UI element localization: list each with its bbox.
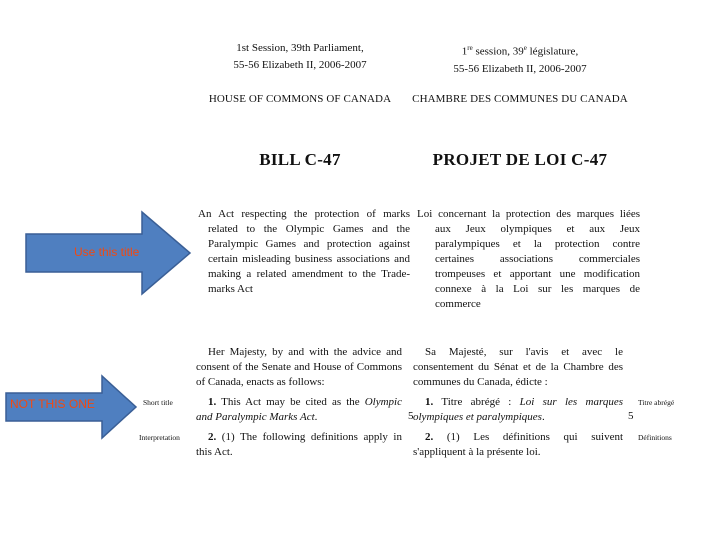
fr-house: CHAMBRE DES COMMUNES DU CANADA (412, 93, 628, 105)
fr-session-line1: 1re session, 39e législature, (461, 44, 579, 58)
fr-enacting-clause: Sa Majesté, sur l'avis et avec le consentement du Sénat et de la Chambre des communes du Canada, édicte : (413, 346, 623, 388)
en-session-block (200, 40, 400, 74)
fr-clause-2-number: 2. (425, 431, 434, 443)
en-session-line1: 1st Session, 39th Parliament, (236, 42, 364, 54)
en-session-line2: 55-56 Elizabeth II, 2006-2007 (233, 59, 367, 71)
en-clause-1-number: 1. (208, 396, 217, 408)
fr-short-title-text: Titre abrégé : (441, 396, 520, 408)
fr-margin-short-title: Titre abrégé (638, 398, 675, 407)
en-house: HOUSE OF COMMONS OF CANADA (208, 93, 392, 105)
fr-session-block (420, 40, 620, 78)
fr-clause-1-number: 1. (425, 396, 434, 408)
not-this-one-label: NOT THIS ONE (10, 397, 95, 411)
en-short-title-end: . (314, 411, 318, 423)
en-line-number: 5 (408, 410, 414, 422)
fr-line-number: 5 (628, 410, 634, 422)
en-short-title-name: Olympic and Paralympic Marks Act (196, 396, 402, 423)
use-this-title-label: Use this title (74, 245, 140, 259)
en-enacting-clause: Her Majesty, by and with the advice and consent of the Senate and House of Commons of Canada, enacts as follows: (196, 346, 402, 388)
en-short-title-text: This Act may be cited as the (221, 396, 365, 408)
fr-session-line2: 55-56 Elizabeth II, 2006-2007 (453, 62, 587, 75)
en-clause-2-number: 2. (208, 431, 217, 443)
fr-short-title-end: . (541, 411, 545, 423)
fr-interpretation-text: (1) Les définitions qui suivent s'appliquent à la présente loi. (413, 431, 624, 458)
en-margin-interpretation: Interpretation (139, 433, 180, 442)
fr-long-title: Loi concernant la protection des marques liées aux Jeux olympiques et aux Jeux paralympiques et la protection contre certaines associations commerciales trompeuses et apportant une modification connexe à la Loi sur les marques de commerce (417, 208, 640, 310)
fr-interpretation-clause (413, 430, 623, 460)
en-interpretation-text: (1) The following definitions apply in this Act. (196, 431, 402, 458)
fr-bill-title: PROJET DE LOI C-47 (432, 150, 608, 169)
en-margin-short-title: Short title (143, 398, 173, 407)
fr-short-title-clause (413, 395, 623, 425)
en-long-title: An Act respecting the protection of marks related to the Olympic Games and the Paralympic Games and protection against certain misleading business associations and making a related amendment to the Trade-marks Act (198, 208, 410, 295)
fr-margin-definitions: Définitions (638, 433, 672, 442)
en-short-title-clause (196, 395, 402, 425)
en-bill-title: BILL C-47 (259, 150, 341, 169)
fr-short-title-name: Loi sur les marques olympiques et paralympiques (413, 396, 623, 423)
en-interpretation-clause (196, 430, 402, 460)
